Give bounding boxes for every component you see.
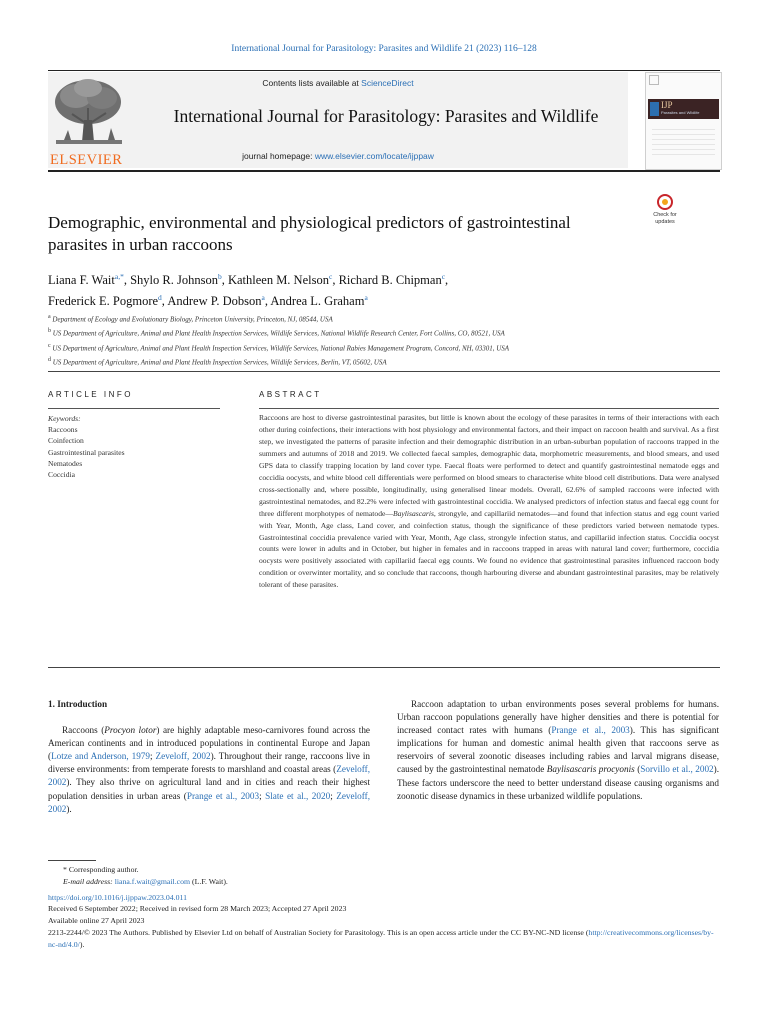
author-affiliation-marker[interactable]: a,* — [114, 272, 124, 281]
cover-decoration — [652, 129, 715, 159]
contents-prefix: Contents lists available at — [262, 78, 362, 88]
author-affiliation-marker[interactable]: b — [217, 272, 222, 281]
contents-availability — [48, 78, 628, 88]
citation-link[interactable]: Prange et al., 2003 — [186, 790, 260, 801]
cover-emblem-icon — [649, 75, 659, 85]
section-heading-introduction: 1. Introduction — [48, 699, 108, 709]
citation-link[interactable]: Prange et al., 2003 — [551, 725, 630, 736]
article-info-label: ARTICLE INFO — [48, 390, 133, 399]
cover-mark-icon — [650, 102, 659, 116]
citation-link[interactable]: Zeveloff, 2002 — [48, 764, 370, 788]
journal-homepage — [48, 151, 628, 161]
abstract-label: ABSTRACT — [259, 390, 322, 399]
cover-subtitle: Parasites and Wildlife — [661, 110, 700, 115]
email-link[interactable]: liana.f.wait@gmail.com — [114, 876, 191, 886]
author-affiliation-marker[interactable]: a — [364, 293, 368, 303]
journal-title: International Journal for Parasitology: Parasites and Wildlife — [173, 106, 599, 126]
footnotes — [48, 864, 720, 951]
homepage-link[interactable]: www.elsevier.com/locate/ijppaw — [314, 151, 434, 161]
check-updates-icon — [657, 194, 673, 210]
affiliation-item: a Department of Ecology and Evolutionary Biology, Princeton University, Princeton, NJ, 08544, USA — [48, 314, 333, 324]
citation-link[interactable]: Zeveloff, 2002 — [48, 790, 370, 814]
author-affiliation-marker[interactable]: c — [441, 272, 446, 281]
corresponding-author-note: * Corresponding author. — [63, 865, 139, 874]
affiliation-item: d US Department of Agriculture, Animal and Plant Health Inspection Services, Wildlife Services, Berlin, VT, 05602, USA — [48, 356, 387, 367]
affiliation-list — [48, 311, 708, 368]
author-affiliation-marker[interactable]: c — [328, 272, 333, 281]
keyword-item[interactable]: Raccoons — [48, 425, 78, 435]
author-name[interactable]: Richard B. Chipman — [338, 273, 442, 288]
author-affiliation-marker[interactable]: d — [158, 293, 162, 303]
homepage-prefix: journal homepage: — [242, 151, 315, 161]
intro-paragraph-1: Raccoons (Procyon lotor) are highly adaptable meso-carnivores found across the American continents and in introduced populations in continental Europe and Japan (Lotze and Anderson, 1979; Zeveloff, 2002). Throughout their range, raccoons live in diverse environments: from temperate forests to marshland and coastal areas (Zeveloff, 2002). They also thrive on agricultural land and in cities and reach their highest population densities in urban areas (Prange et al., 2003; Slate et al., 2020; Zeveloff, 2002). — [48, 725, 371, 814]
elsevier-wordmark: ELSEVIER — [50, 152, 123, 168]
journal-masthead — [48, 72, 628, 168]
check-updates-label: Check for updates — [653, 212, 677, 225]
author-name[interactable]: Kathleen M. Nelson — [227, 273, 329, 288]
intro-paragraph-2: Raccoon adaptation to urban environments poses several problems for humans. Urban raccoon populations generally have higher densities and there is potential for increased contact rates with humans (Prange et al., 2003). This has significant implications for human and domestic animal health given that raccoons serve as reservoirs of several zoonotic diseases including rabies and larval migrans disease, caused by the gastrointestinal nematode Baylisascaris procyonis (Sorvillo et al., 2002). These factors underscore the need to better understand disease causing organisms and zoonotic disease dynamics in these urbanized wildlife populations. — [397, 699, 720, 801]
article-title: Demographic, environmental and physiological predictors of gastrointestinal parasites in urban raccoons — [48, 213, 571, 254]
keyword-item[interactable]: Coccidia — [48, 470, 75, 480]
affiliations-rule — [48, 371, 720, 372]
body-column-right — [397, 698, 719, 803]
email-note: E-mail address: liana.f.wait@gmail.com (L.F. Wait). — [63, 876, 228, 886]
doi-link[interactable]: https://doi.org/10.1016/j.ijppaw.2023.04.011 — [48, 892, 187, 902]
received-dates: Received 6 September 2022; Received in revised form 28 March 2023; Accepted 27 April 2023 — [48, 904, 347, 914]
masthead-top-rule — [48, 70, 720, 71]
masthead-bottom-rule — [48, 170, 720, 172]
author-name[interactable]: Liana F. Wait — [48, 273, 115, 288]
sciencedirect-link[interactable]: ScienceDirect — [361, 78, 414, 88]
author-name[interactable]: Shylo R. Johnson — [130, 273, 218, 288]
license-note: 2213-2244/© 2023 The Authors. Published by Elsevier Ltd on behalf of Australian Society for Parasitology. This is an open access article under the CC BY-NC-ND license (http://creativecommons.org/licenses/by-nc-nd/4.0/). — [48, 927, 714, 949]
author-name[interactable]: Andrea L. Graham — [270, 294, 365, 309]
citation-link[interactable]: Slate et al., 2020 — [265, 790, 331, 801]
journal-cover-thumbnail[interactable] — [645, 72, 722, 170]
author-list: Liana F. Wait$^{a,*}$, Shylo R. Johnson$^b$, Kathleen M. Nelson$^c$, Richard B. Chipman$^c$, Frederick E. Pogmore$^d$, Andrew P. Dobson$^a$, Andrea L. Graham$^a$ — [48, 272, 449, 309]
journal-citation-header: International Journal for Parasitology: Parasites and Wildlife 21 (2023) 116–128 — [231, 44, 537, 54]
abstract-bottom-rule — [48, 667, 720, 668]
keyword-item[interactable]: Gastrointestinal parasites — [48, 447, 125, 457]
license-link[interactable]: http://creativecommons.org/licenses/by-nc-nd/4.0/ — [48, 927, 714, 949]
citation-link[interactable]: Sorvillo et al., 2002 — [640, 764, 714, 775]
abstract-text: Raccoons are host to diverse gastrointestinal parasites, but little is known about the ecology of these parasites in terms of their interactions with each other during coinfections, their interactions with host physiology and environmental factors, and their impact on raccoon health and survival. As a first step, we investigated the patterns of parasite infection and their demographic distribution in an urban-suburban population of raccoons trapped in the summers and autumns of 2018 and 2019. We collected faecal samples, demographic data, morphometric measurements, and blood smears, and used GPS data to classify trapping location by land cover type. Faecal floats were performed to detect and quantify gastrointestinal nematode eggs and coccidia oocysts, and white blood cell differentials were performed on blood smears to characterise white blood cell distributions. Data were analysed cross-sectionally and, where possible, longitudinally, using generalised linear models. Overall, 62.6% of sampled raccoons were infected with gastrointestinal nematodes, and 82.2% were infected with gastrointestinal coccidia. We analysed predictors of infection status and faecal egg count for three different morphotypes of nematode—Baylisascaris, strongyle, and capillariid nematodes—and found that infection status and egg count varied with Year, Month, Age class, Land cover, and coinfection status, though the significance of these predictors varied between nematode types. Gastrointestinal coccidia prevalence varied with Year, Month, Age class, strongyle infection status, and capillariid infection status. Coccidia oocyst counts were lower in adults and in October, but higher in females and in raccoons trapped in areas with natural land cover; furthermore, coccidia oocysts were positively associated with capillariid faecal egg counts. We found no evidence that gastrointestinal parasites influenced raccoon body condition or overwinter mortality, and so conclude that raccoons, though harbouring diverse and abundant gastrointestinal parasites, may be relatively tolerant of these parasites. — [259, 408, 719, 591]
cover-title: IJP — [661, 100, 673, 110]
footnote-rule — [48, 860, 96, 861]
keywords-box — [48, 408, 220, 480]
citation-link[interactable]: Lotze and Anderson, 1979 — [51, 751, 150, 762]
online-date: Available online 27 April 2023 — [48, 916, 145, 926]
author-name[interactable]: Frederick E. Pogmore — [48, 294, 159, 309]
keyword-item[interactable]: Coinfection — [48, 436, 84, 446]
keywords-label: Keywords: — [48, 414, 81, 423]
affiliation-item: b US Department of Agriculture, Animal and Plant Health Inspection Services, Wildlife Services, National Wildlife Research Center, Fort Collins, CO, 80521, USA — [48, 328, 505, 338]
keyword-item[interactable]: Nematodes — [48, 458, 83, 468]
author-name[interactable]: Andrew P. Dobson — [167, 294, 262, 309]
body-column-left — [48, 698, 370, 816]
author-affiliation-marker[interactable]: a — [261, 293, 265, 303]
check-for-updates-badge[interactable] — [646, 194, 684, 228]
cover-band — [648, 99, 719, 119]
citation-link[interactable]: Zeveloff, 2002 — [155, 751, 211, 762]
affiliation-item: c US Department of Agriculture, Animal and Plant Health Inspection Services, Wildlife Services, National Rabies Management Program, Concord, NH, 03301, USA — [48, 342, 510, 352]
